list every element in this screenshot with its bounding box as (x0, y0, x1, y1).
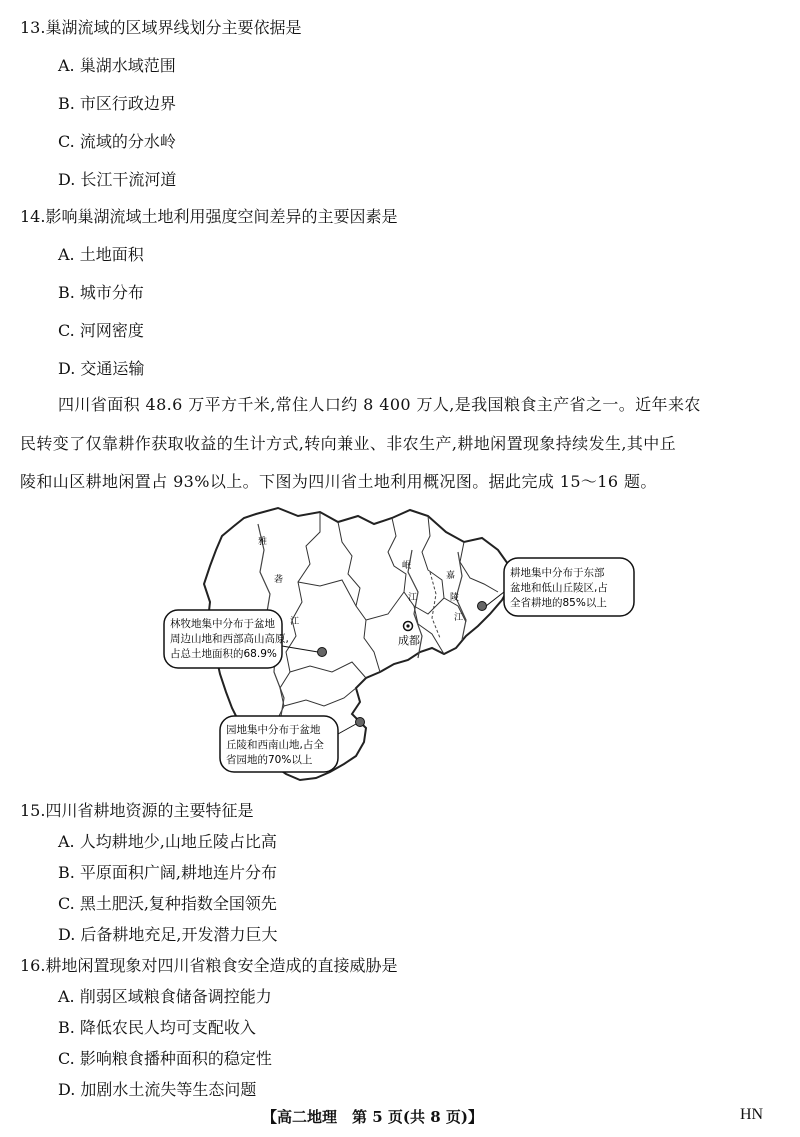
q13-option-c: C. 流域的分水岭 (58, 132, 176, 151)
callout-garden-line-2: 丘陵和西南山地,占全 (226, 739, 324, 751)
callout-farm-line-1: 耕地集中分布于东部 (510, 567, 605, 579)
q15-option-b: B. 平原面积广阔,耕地连片分布 (58, 863, 278, 882)
admin-boundary (298, 580, 356, 606)
q15-option-a: A. 人均耕地少,山地丘陵占比高 (58, 832, 277, 851)
chengdu-label: 成都 (398, 634, 420, 647)
q14-option-c: C. 河网密度 (58, 321, 144, 340)
river-label-yalong-2: 砻 (274, 575, 284, 585)
callout-garden-line-1: 园地集中分布于盆地 (226, 724, 321, 736)
q16-option-c: C. 影响粮食播种面积的稳定性 (58, 1049, 272, 1068)
callout-garden-line-3: 省园地的70%以上 (226, 754, 313, 766)
q14-option-d: D. 交通运输 (58, 359, 145, 378)
callout-farm-line-2: 盆地和低山丘陵区,占 (510, 582, 608, 594)
callout-forest-line-3: 占总土地面积的68.9% (170, 648, 277, 660)
admin-boundary (366, 592, 404, 620)
page-footer: 【高二地理 第 5 页(共 8 页)】 (262, 1108, 483, 1126)
admin-boundary (338, 522, 380, 672)
callout-garden (220, 716, 356, 772)
q14-option-b: B. 城市分布 (58, 283, 144, 302)
q16-option-a: A. 削弱区域粮食储备调控能力 (58, 987, 272, 1006)
callout-farm-line-3: 全省耕地的85%以上 (510, 597, 607, 609)
forest-point (318, 648, 327, 657)
river-label-jialing-1: 嘉 (446, 571, 456, 581)
river-label-yalong-1: 雅 (258, 537, 268, 547)
callout-forest-line-2: 周边山地和西部高山高原, (170, 633, 289, 645)
admin-boundary (284, 688, 356, 706)
passage-line-3: 陵和山区耕地闲置占 93%以上。下图为四川省土地利用概况图。据此完成 15～16 题。 (20, 472, 657, 491)
q13-option-a: A. 巢湖水域范围 (58, 56, 176, 75)
river-label-yalong-3: 江 (290, 617, 300, 627)
q14-stem: 14.影响巢湖流域土地利用强度空间差异的主要因素是 (20, 207, 398, 226)
callout-farm (486, 558, 634, 616)
q15-option-c: C. 黑土肥沃,复种指数全国领先 (58, 894, 277, 913)
river-label-jialing-2: 陵 (450, 593, 460, 603)
q13-stem: 13.巢湖流域的区域界线划分主要依据是 (20, 18, 302, 37)
q13-option-d: D. 长江干流河道 (58, 170, 177, 189)
q15-stem: 15.四川省耕地资源的主要特征是 (20, 801, 254, 820)
tuo-river (430, 572, 440, 638)
sichuan-land-use-map (160, 502, 660, 787)
q13-option-b: B. 市区行政边界 (58, 94, 176, 113)
admin-boundary (290, 662, 366, 678)
q16-option-b: B. 降低农民人均可支配收入 (58, 1018, 256, 1037)
passage-line-1: 四川省面积 48.6 万平方千米,常住人口约 8 400 万人,是我国粮食主产省之一。近年来农 (58, 395, 701, 414)
q14-option-a: A. 土地面积 (58, 245, 144, 264)
callout-forest-line-1: 林牧地集中分布于盆地 (170, 618, 275, 630)
admin-boundary (460, 542, 498, 592)
garden-point (356, 718, 365, 727)
river-label-jialing-3: 江 (454, 613, 464, 623)
q16-stem: 16.耕地闲置现象对四川省粮食安全造成的直接威胁是 (20, 956, 398, 975)
q15-option-d: D. 后备耕地充足,开发潜力巨大 (58, 925, 278, 944)
river-label-min-2: 江 (408, 593, 418, 603)
passage-line-2: 民转变了仅靠耕作获取收益的生计方式,转向兼业、非农生产,耕地闲置现象持续发生,其中丘 (20, 434, 677, 453)
admin-boundary (414, 598, 444, 614)
q16-option-d: D. 加剧水土流失等生态问题 (58, 1080, 257, 1099)
farm-point (478, 602, 487, 611)
river-label-min-1: 岷 (402, 561, 412, 571)
footer-code: HN (740, 1106, 764, 1123)
